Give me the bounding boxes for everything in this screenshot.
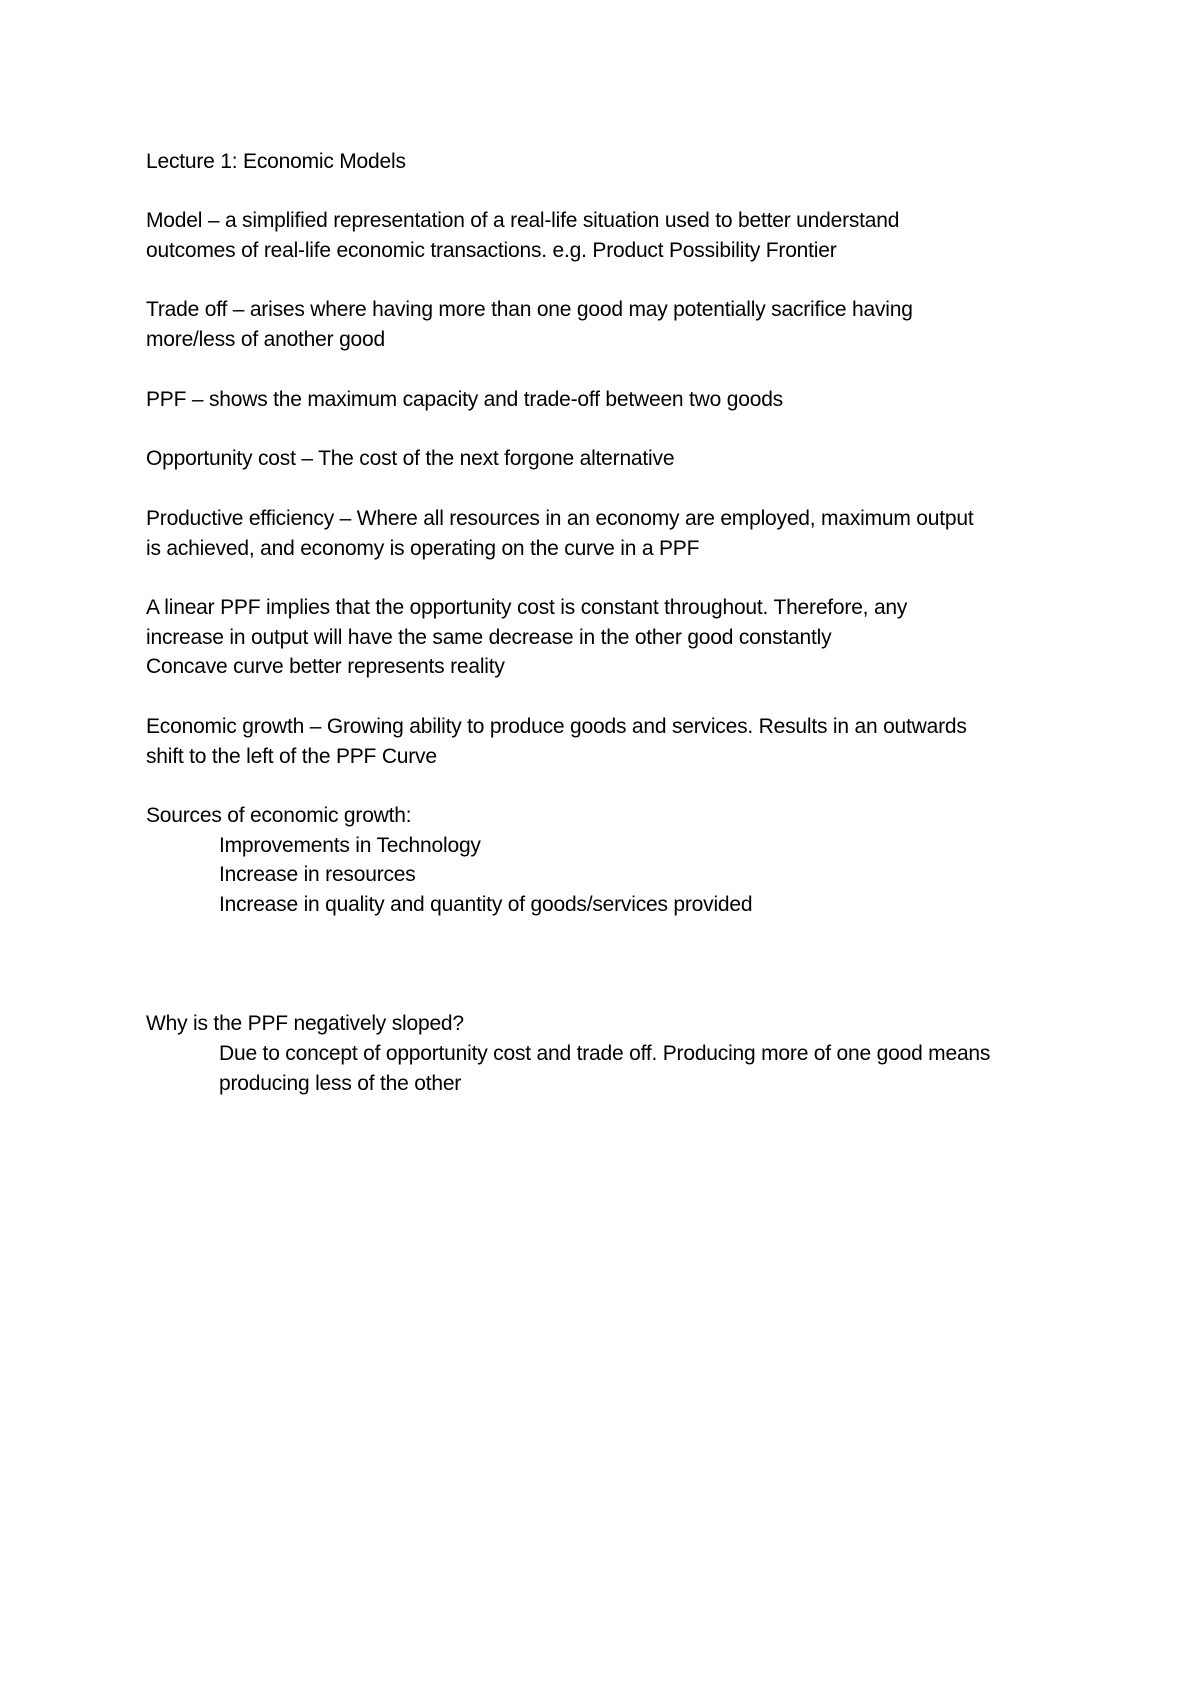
linear-ppf-line-3: Concave curve better represents reality (146, 655, 505, 678)
linear-ppf-line-1: A linear PPF implies that the opportunity cost is constant throughout. Therefore, any (146, 596, 908, 619)
question: Why is the PPF negatively sloped? (146, 1012, 464, 1035)
sources-heading: Sources of economic growth: (146, 804, 412, 827)
tradeoff-definition-line-2: more/less of another good (146, 328, 385, 351)
tradeoff-definition-line-1: Trade off – arises where having more than one good may potentially sacrifice having (146, 298, 913, 321)
linear-ppf-line-2: increase in output will have the same decrease in the other good constantly (146, 626, 832, 649)
productive-efficiency-line-2: is achieved, and economy is operating on the curve in a PPF (146, 537, 700, 560)
economic-growth-line-2: shift to the left of the PPF Curve (146, 745, 437, 768)
ppf-definition: PPF – shows the maximum capacity and trade-off between two goods (146, 388, 783, 411)
source-item: Increase in resources (219, 863, 416, 886)
answer-line-1: Due to concept of opportunity cost and trade off. Producing more of one good means (219, 1042, 991, 1065)
opportunity-cost-definition: Opportunity cost – The cost of the next forgone alternative (146, 447, 675, 470)
economic-growth-line-1: Economic growth – Growing ability to produce goods and services. Results in an outwards (146, 715, 967, 738)
answer-line-2: producing less of the other (219, 1072, 462, 1095)
source-item: Increase in quality and quantity of goods/services provided (219, 893, 753, 916)
productive-efficiency-line-1: Productive efficiency – Where all resources in an economy are employed, maximum output (146, 507, 974, 530)
model-definition-line-2: outcomes of real-life economic transactions. e.g. Product Possibility Frontier (146, 239, 837, 262)
source-item: Improvements in Technology (219, 834, 481, 857)
document-title: Lecture 1: Economic Models (146, 150, 406, 173)
model-definition-line-1: Model – a simplified representation of a real-life situation used to better understand (146, 209, 900, 232)
